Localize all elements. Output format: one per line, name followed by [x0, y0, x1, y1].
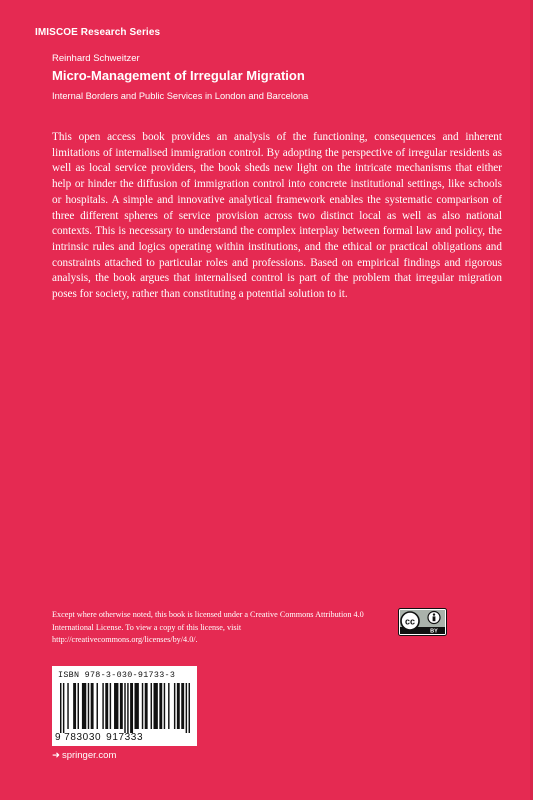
barcode-bar [82, 683, 86, 729]
arrow-icon: ➜ [52, 750, 60, 761]
barcode-digits [55, 732, 143, 743]
abstract-text: This open access book provides an analysis of the functioning, consequences and inherent limitations of internalised immigration control. By adopting the perspective of irregular residents as well as local service providers, the book sheds new light on the intricate mechanisms that either help or hinder the diffusion of immigration control into concrete institutional settings, like schools or hospitals. A simple and innovative analytical framework enables the systematic comparison of three different spheres of service provision across two distinct local as well as also national contexts. This is necessary to understand the complex interplay between formal law and policy, the intrinsic rules and logics operating within institutions, and the ethical or practical obligations and constraints attached to particular roles and professions. Based on empirical findings and rigorous analysis, the book argues that internalised control is part of the problem that irregular migration poses for society, rather than constituting a potential solution to it. [52, 131, 502, 301]
by-mark: BY [430, 628, 438, 635]
barcode-bars [60, 683, 190, 733]
barcode-bar [177, 683, 180, 729]
barcode-bar [186, 683, 187, 733]
barcode-bar [174, 683, 175, 729]
license-text: Except where otherwise noted, this book is licensed under a Creative Commons Attribution 4.0 International License. To view a copy of this license, visit http://creativecommons.org/licenses/by/4.0/. [52, 610, 364, 645]
book-title: Micro-Management of Irregular Migration [52, 68, 305, 83]
barcode-bar [168, 683, 169, 729]
barcode-bar [67, 683, 68, 729]
barcode-bar [145, 683, 148, 729]
barcode-bar [60, 683, 61, 733]
barcode-bar [127, 683, 128, 733]
barcode-bar [153, 683, 157, 729]
barcode-bar [120, 683, 123, 729]
barcode-bar [78, 683, 79, 729]
series-name: IMISCOE Research Series [35, 27, 161, 38]
cc-mark: cc [404, 616, 416, 627]
barcode-digit-first: 9 [55, 732, 62, 743]
barcode-bar [134, 683, 138, 729]
author-name: Reinhard Schweitzer [52, 53, 140, 64]
barcode-digit-group-left: 783030 [64, 732, 102, 743]
cc-by-icon [398, 608, 447, 636]
barcode-bar [97, 683, 98, 729]
barcode-bar [102, 683, 103, 729]
cc-by-license-badge [398, 608, 447, 636]
barcode-bar [142, 683, 143, 729]
isbn-number: ISBN 978-3-030-91733-3 [58, 670, 176, 680]
publisher-link[interactable] [52, 750, 116, 761]
barcode-bar [88, 683, 89, 729]
barcode-bar [63, 683, 64, 733]
barcode-digit-group-right: 917333 [106, 732, 144, 743]
barcode-bar [130, 683, 133, 733]
barcode-bar [105, 683, 108, 729]
barcode-bar [189, 683, 190, 733]
barcode-bar [73, 683, 76, 729]
barcode-bar [91, 683, 94, 729]
barcode-bar [124, 683, 125, 733]
barcode-bar [114, 683, 118, 729]
isbn-barcode [52, 666, 197, 746]
barcode-bar [159, 683, 162, 729]
publisher-url: springer.com [61, 750, 117, 761]
book-subtitle: Internal Borders and Public Services in London and Barcelona [52, 91, 309, 101]
barcode-bar [181, 683, 184, 729]
barcode-bar [164, 683, 165, 729]
barcode-bar [110, 683, 111, 729]
barcode-bar [151, 683, 152, 729]
